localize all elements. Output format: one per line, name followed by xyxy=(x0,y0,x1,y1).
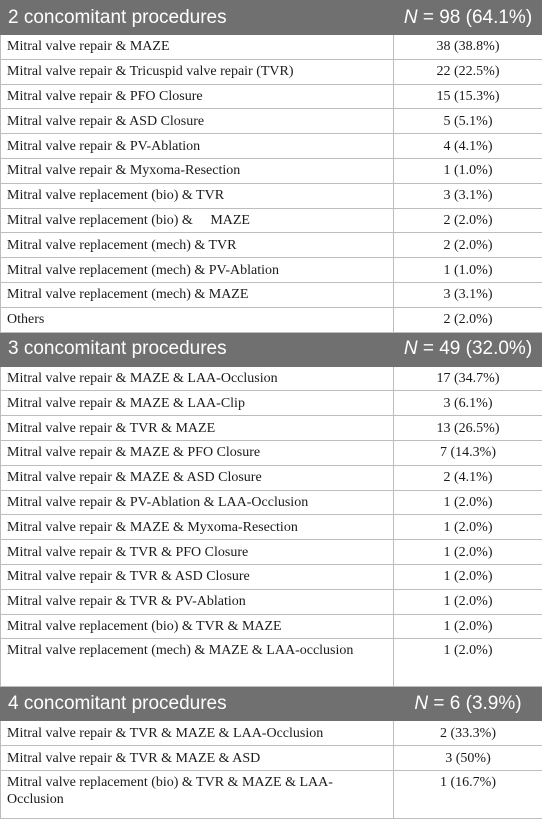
procedure-cell: Mitral valve replacement (mech) & MAZE xyxy=(1,282,394,307)
procedure-cell: Mitral valve repair & PV-Ablation & LAA-Occlusion xyxy=(1,490,394,515)
procedure-cell: Mitral valve replacement (mech) & PV-Ablation xyxy=(1,258,394,283)
count-cell: 2 (2.0%) xyxy=(394,307,542,332)
n-value: = 6 (3.9%) xyxy=(428,692,522,714)
count-cell: 17 (34.7%) xyxy=(394,366,542,391)
section-header xyxy=(1,1,542,35)
count-cell: 38 (38.8%) xyxy=(394,35,542,60)
table-row xyxy=(1,614,542,639)
procedure-cell: Mitral valve repair & ASD Closure xyxy=(1,109,394,134)
section-total xyxy=(394,687,542,721)
table-row xyxy=(1,770,542,818)
procedure-cell: Mitral valve repair & PFO Closure xyxy=(1,84,394,109)
procedure-cell: Mitral valve repair & MAZE & PFO Closure xyxy=(1,440,394,465)
table-row xyxy=(1,59,542,84)
table-row xyxy=(1,515,542,540)
section-total xyxy=(394,332,542,366)
procedure-cell: Mitral valve replacement (bio) & MAZE xyxy=(1,208,394,233)
table-row xyxy=(1,639,542,687)
procedure-cell: Mitral valve repair & Myxoma-Resection xyxy=(1,158,394,183)
count-cell: 1 (2.0%) xyxy=(394,614,542,639)
n-value: = 98 (64.1%) xyxy=(417,6,533,28)
count-cell: 2 (33.3%) xyxy=(394,721,542,746)
count-cell: 22 (22.5%) xyxy=(394,59,542,84)
procedure-cell: Mitral valve repair & TVR & MAZE & ASD xyxy=(1,746,394,771)
procedure-cell: Mitral valve repair & MAZE & LAA-Occlusion xyxy=(1,366,394,391)
count-cell: 1 (2.0%) xyxy=(394,490,542,515)
count-cell: 1 (2.0%) xyxy=(394,540,542,565)
count-cell: 1 (2.0%) xyxy=(394,639,542,687)
n-label: N xyxy=(414,692,429,714)
count-cell: 2 (2.0%) xyxy=(394,233,542,258)
procedure-cell: Others xyxy=(1,307,394,332)
procedure-cell: Mitral valve repair & MAZE & Myxoma-Resection xyxy=(1,515,394,540)
section-title: 3 concomitant procedures xyxy=(1,332,394,366)
table-row xyxy=(1,721,542,746)
section-title: 2 concomitant procedures xyxy=(1,1,394,35)
n-label: N xyxy=(403,6,418,28)
section-total xyxy=(394,1,542,35)
count-cell: 2 (4.1%) xyxy=(394,465,542,490)
procedure-cell: Mitral valve replacement (mech) & MAZE & LAA-occlusion xyxy=(1,639,394,687)
table-row xyxy=(1,233,542,258)
procedure-cell: Mitral valve replacement (mech) & TVR xyxy=(1,233,394,258)
table-row xyxy=(1,35,542,60)
table-row xyxy=(1,158,542,183)
table-row xyxy=(1,540,542,565)
table-row xyxy=(1,307,542,332)
procedure-cell: Mitral valve repair & MAZE & ASD Closure xyxy=(1,465,394,490)
table-row xyxy=(1,258,542,283)
count-cell: 5 (5.1%) xyxy=(394,109,542,134)
section-header xyxy=(1,332,542,366)
procedure-cell: Mitral valve repair & PV-Ablation xyxy=(1,134,394,159)
count-cell: 1 (1.0%) xyxy=(394,258,542,283)
procedure-cell: Mitral valve repair & TVR & PFO Closure xyxy=(1,540,394,565)
table-row xyxy=(1,183,542,208)
procedure-cell: Mitral valve replacement (bio) & TVR xyxy=(1,183,394,208)
procedure-cell: Mitral valve replacement (bio) & TVR & MAZE & LAA-Occlusion xyxy=(1,770,394,818)
count-cell: 4 (4.1%) xyxy=(394,134,542,159)
table-row xyxy=(1,746,542,771)
count-cell: 1 (2.0%) xyxy=(394,564,542,589)
count-cell: 7 (14.3%) xyxy=(394,440,542,465)
count-cell: 2 (2.0%) xyxy=(394,208,542,233)
table-row xyxy=(1,282,542,307)
section-header xyxy=(1,687,542,721)
procedure-cell: Mitral valve repair & TVR & ASD Closure xyxy=(1,564,394,589)
table-row xyxy=(1,208,542,233)
count-cell: 13 (26.5%) xyxy=(394,416,542,441)
procedure-cell: Mitral valve repair & MAZE & LAA-Clip xyxy=(1,391,394,416)
table-row xyxy=(1,416,542,441)
table-row xyxy=(1,440,542,465)
count-cell: 1 (16.7%) xyxy=(394,770,542,818)
procedure-cell: Mitral valve repair & TVR & MAZE & LAA-Occlusion xyxy=(1,721,394,746)
table-row xyxy=(1,465,542,490)
count-cell: 3 (50%) xyxy=(394,746,542,771)
table-row xyxy=(1,391,542,416)
n-value: = 49 (32.0%) xyxy=(417,338,533,360)
count-cell: 3 (3.1%) xyxy=(394,183,542,208)
count-cell: 15 (15.3%) xyxy=(394,84,542,109)
table-row xyxy=(1,564,542,589)
table-row xyxy=(1,84,542,109)
procedure-cell: Mitral valve repair & MAZE xyxy=(1,35,394,60)
count-cell: 3 (6.1%) xyxy=(394,391,542,416)
procedure-cell: Mitral valve replacement (bio) & TVR & MAZE xyxy=(1,614,394,639)
procedure-cell: Mitral valve repair & Tricuspid valve repair (TVR) xyxy=(1,59,394,84)
table-row xyxy=(1,490,542,515)
table-row xyxy=(1,134,542,159)
count-cell: 1 (2.0%) xyxy=(394,515,542,540)
procedure-cell: Mitral valve repair & TVR & MAZE xyxy=(1,416,394,441)
table-row xyxy=(1,589,542,614)
table-row xyxy=(1,109,542,134)
count-cell: 1 (1.0%) xyxy=(394,158,542,183)
table-body xyxy=(1,1,542,819)
count-cell: 3 (3.1%) xyxy=(394,282,542,307)
procedure-cell: Mitral valve repair & TVR & PV-Ablation xyxy=(1,589,394,614)
count-cell: 1 (2.0%) xyxy=(394,589,542,614)
table-row xyxy=(1,366,542,391)
section-title: 4 concomitant procedures xyxy=(1,687,394,721)
n-label: N xyxy=(403,338,418,360)
